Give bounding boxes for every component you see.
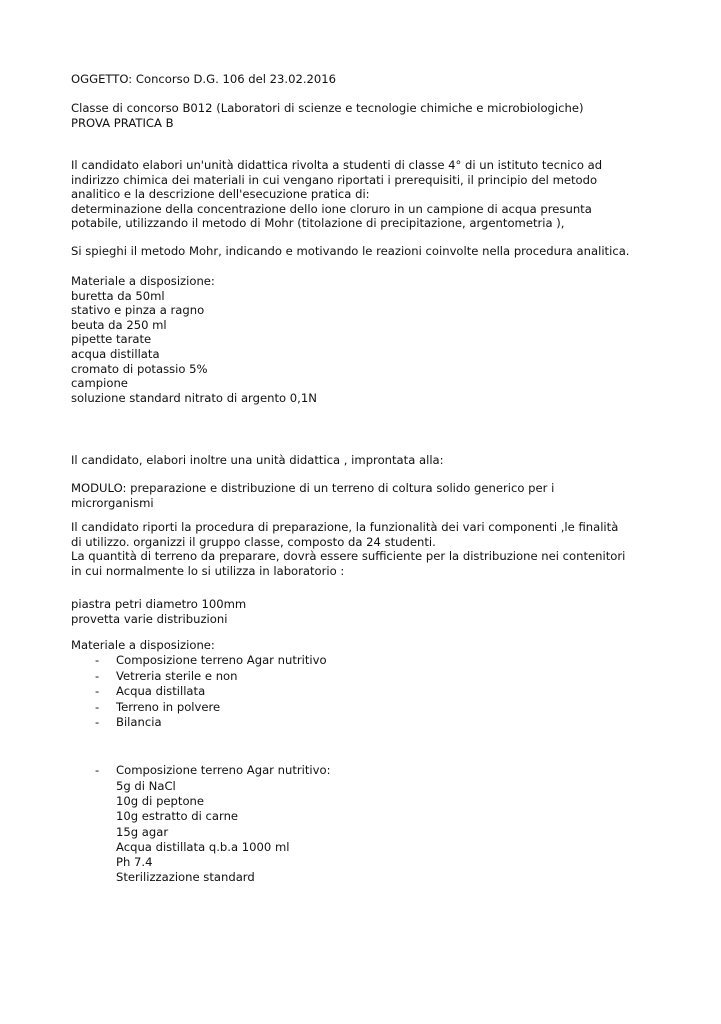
material-item: soluzione standard nitrato di argento 0,1N — [71, 390, 317, 405]
procedure-line: di utilizzo. organizzi il gruppo classe, composto da 24 studenti. — [71, 534, 436, 549]
container-item: piastra petri diametro 100mm — [71, 597, 247, 611]
composition-title-row — [95, 763, 655, 779]
part1-materials — [71, 274, 671, 405]
materials-title: Materiale a disposizione: — [71, 274, 215, 288]
composition-item: Sterilizzazione standard — [116, 870, 255, 885]
classe-text: Classe di concorso B012 (Laboratori di scienze e tecnologie chimiche e microbiologiche) — [71, 101, 584, 115]
bullet-dash: - — [95, 653, 100, 667]
part2-intro — [71, 453, 671, 468]
intro-line: Il candidato elabori un'unità didattica rivolta a studenti di classe 4° di un istituto tecnico ad — [71, 158, 603, 172]
composition-item: Ph 7.4 — [116, 854, 153, 869]
material-item: Composizione terreno Agar nutritivo — [116, 653, 327, 667]
composition-list — [116, 779, 536, 885]
composition-item: Acqua distillata q.b.a 1000 ml — [116, 839, 290, 854]
modulo-section — [71, 481, 671, 510]
prova-title: PROVA PRATICA B — [71, 115, 174, 130]
bullet-dash: - — [95, 668, 100, 683]
composition-item: 10g estratto di carne — [116, 809, 239, 824]
material-item: buretta da 50ml — [71, 288, 165, 303]
containers-list — [71, 597, 671, 626]
part2-intro-text: Il candidato, elabori inoltre una unità didattica , improntata alla: — [71, 453, 444, 467]
material-item: pipette tarate — [71, 332, 152, 347]
part2-materials-title — [71, 638, 671, 653]
material-item: cromato di potassio 5% — [71, 361, 208, 376]
material-item: Acqua distillata — [116, 684, 206, 699]
mohr-text: Si spieghi il metodo Mohr, indicando e motivando le reazioni coinvolte nella procedura analitica. — [71, 244, 630, 258]
part2-materials-list — [95, 653, 655, 731]
material-item: beuta da 250 ml — [71, 317, 167, 332]
mohr-question — [71, 244, 671, 259]
bullet-dash: - — [95, 763, 100, 777]
part1-intro — [71, 158, 671, 231]
list-item — [95, 763, 655, 779]
procedure-line: in cui normalmente lo si utilizza in laboratorio : — [71, 563, 345, 578]
intro-line: analitico e la descrizione dell'esecuzione pratica di: — [71, 187, 370, 202]
material-item: stativo e pinza a ragno — [71, 303, 205, 318]
material-item: acqua distillata — [71, 346, 160, 361]
procedure-line: Il candidato riporti la procedura di preparazione, la funzionalità dei vari componenti ,le finalità — [71, 520, 619, 534]
bullet-dash: - — [95, 715, 100, 730]
modulo-line: microrganismi — [71, 495, 154, 510]
modulo-line: MODULO: preparazione e distribuzione di un terreno di coltura solido generico per i — [71, 481, 555, 495]
composition-title: Composizione terreno Agar nutritivo: — [116, 763, 331, 777]
composition-item: 15g agar — [116, 824, 169, 839]
bullet-dash: - — [95, 699, 100, 714]
oggetto-text: OGGETTO: Concorso D.G. 106 del 23.02.2016 — [71, 72, 337, 86]
container-item: provetta varie distribuzioni — [71, 611, 228, 626]
composition-item: 5g di NaCl — [116, 779, 176, 793]
bullet-dash: - — [95, 684, 100, 699]
materials-title: Materiale a disposizione: — [71, 638, 215, 652]
material-item: Bilancia — [116, 715, 162, 730]
subject-line — [71, 72, 671, 87]
intro-line: indirizzo chimica dei materiali in cui vengano riportati i prerequisiti, il principio del metodo — [71, 172, 598, 187]
intro-line: determinazione della concentrazione dello ione cloruro in un campione di acqua presunta — [71, 201, 592, 216]
exam-header — [71, 101, 671, 130]
list-item — [95, 653, 655, 669]
list-item — [95, 700, 655, 716]
material-item: Terreno in polvere — [116, 699, 221, 714]
list-item — [95, 669, 655, 685]
material-item: campione — [71, 376, 128, 391]
procedure-line: La quantità di terreno da preparare, dovrà essere sufficiente per la distribuzione nei contenitori — [71, 549, 626, 564]
list-item — [95, 715, 655, 731]
procedure-section — [71, 520, 671, 578]
material-item: Vetreria sterile e non — [116, 668, 238, 683]
composition-item: 10g di peptone — [116, 794, 205, 809]
list-item — [95, 684, 655, 700]
intro-line: potabile, utilizzando il metodo di Mohr (titolazione di precipitazione, argentometria ), — [71, 216, 565, 231]
